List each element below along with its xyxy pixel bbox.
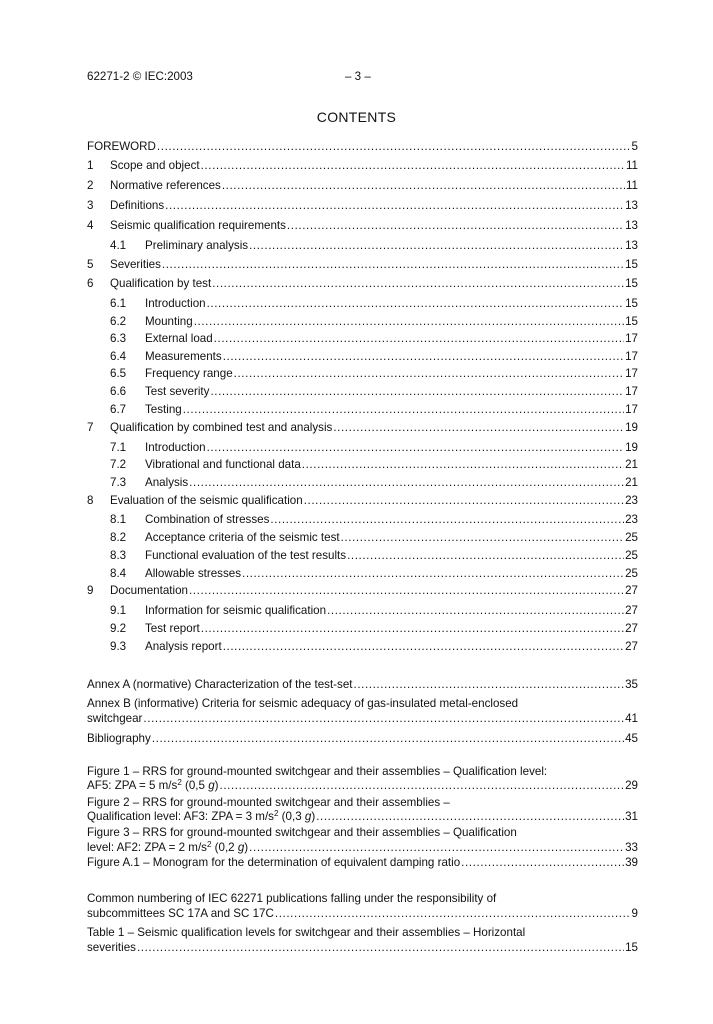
toc-entry-table-common[interactable]: subcommittees SC 17A and SC 17C ..... 9: [87, 906, 638, 922]
dot-leader: [249, 840, 624, 856]
dot-leader: [183, 402, 624, 418]
section-title: Measurements: [145, 350, 222, 363]
page-ref: 17: [625, 332, 638, 345]
toc-entry[interactable]: [87, 314, 638, 330]
section-number: 6: [87, 277, 94, 290]
page-ref: 27: [625, 604, 638, 617]
toc-entry[interactable]: [87, 603, 638, 619]
toc-entry-bibliography[interactable]: Bibliography ..... 45: [87, 731, 638, 747]
section-title: Evaluation of the seismic qualification: [110, 494, 303, 507]
dot-leader: [220, 778, 625, 794]
section-number: 7: [87, 421, 94, 434]
toc-entry[interactable]: [87, 402, 638, 418]
dot-leader: [194, 314, 624, 330]
section-number: 9: [87, 584, 94, 597]
page-ref: 17: [625, 367, 638, 380]
toc-entry[interactable]: [87, 530, 638, 546]
section-number: 8: [87, 494, 94, 507]
dot-leader: [461, 855, 624, 871]
page-ref: 13: [625, 239, 638, 252]
dot-leader: [210, 384, 624, 400]
page-ref: 35: [625, 678, 638, 691]
toc-entry[interactable]: [87, 366, 638, 382]
dot-leader: [275, 906, 631, 922]
section-number: 6.1: [110, 297, 127, 310]
toc-entry-figure-1[interactable]: AF5: ZPA = 5 $m/s^2$ (0,5 g) ..... 29: [87, 778, 638, 794]
section-title: Vibrational and functional data: [145, 458, 301, 471]
section-number: 7.3: [110, 476, 127, 489]
dot-leader: [214, 331, 624, 347]
toc-entry[interactable]: [87, 158, 638, 174]
toc-entry-figure-3[interactable]: level: AF2: ZPA = 2 $m/s^2$ (0,2 g) ..... 33: [87, 840, 638, 856]
toc-entry-annex-a[interactable]: Annex A (normative) Characterization of the test-set ..... 35: [87, 677, 638, 693]
section-title: Test severity: [145, 385, 210, 398]
toc-entry[interactable]: [87, 512, 638, 528]
page-ref: 17: [625, 403, 638, 416]
page-ref: 23: [625, 513, 638, 526]
section-title: Scope and object: [110, 159, 200, 172]
page-ref: 45: [625, 732, 638, 745]
page-ref: 27: [625, 640, 638, 653]
section-number: 9.3: [110, 640, 127, 653]
section-number: 8.3: [110, 549, 127, 562]
page-ref: 25: [625, 549, 638, 562]
dot-leader: [333, 420, 624, 436]
section-title: Introduction: [145, 297, 206, 310]
dot-leader: [316, 809, 624, 825]
page-ref: 21: [625, 476, 638, 489]
section-number: 3: [87, 199, 94, 212]
page-ref: 39: [625, 856, 638, 869]
page-ref: 11: [625, 179, 638, 192]
table-1-line1[interactable]: Table 1 – Seismic qualification levels for switchgear and their assemblies – Horizontal: [87, 926, 526, 939]
toc-entry-annex-b[interactable]: switchgear ..... 41: [87, 711, 638, 727]
dot-leader: [234, 366, 624, 382]
section-number: 2: [87, 179, 94, 192]
toc-entry[interactable]: [87, 349, 638, 365]
dot-leader: [201, 158, 625, 174]
page-ref: 13: [625, 199, 638, 212]
section-number: 9.2: [110, 622, 127, 635]
toc-entry[interactable]: [87, 331, 638, 347]
page-ref: 15: [625, 315, 638, 328]
toc-entry[interactable]: [87, 178, 638, 194]
section-number: 8.4: [110, 567, 127, 580]
toc-entry[interactable]: [87, 296, 638, 312]
section-title: Analysis: [145, 476, 189, 489]
page-ref: 41: [625, 712, 638, 725]
section-title: Qualification by test: [110, 277, 212, 290]
section-title: Qualification by combined test and analysis: [110, 421, 333, 434]
section-title: Functional evaluation of the test results: [145, 549, 347, 562]
toc-entry[interactable]: [87, 198, 638, 214]
toc-entry-figure-2[interactable]: Qualification level: AF3: ZPA = 3 $m/s^2$ (0,3 g) ..... 31: [87, 809, 638, 825]
toc-entry-annex-b-line1[interactable]: Annex B (informative) Criteria for seismic adequacy of gas-insulated metal-enclosed: [87, 697, 519, 710]
dot-leader: [270, 512, 624, 528]
document-reference: 62271-2 © IEC:2003: [87, 70, 193, 83]
section-number: 6.2: [110, 315, 127, 328]
page-ref: 21: [625, 458, 638, 471]
toc-entry[interactable]: [87, 457, 638, 473]
figure-2-line1[interactable]: Figure 2 – RRS for ground-mounted switchgear and their assemblies –: [87, 796, 450, 809]
dot-leader: [189, 475, 624, 491]
toc-entry[interactable]: [87, 139, 638, 155]
page-ref: 29: [625, 779, 638, 792]
toc-entry[interactable]: [87, 218, 638, 234]
dot-leader: [327, 603, 624, 619]
toc-entry[interactable]: [87, 238, 638, 254]
section-title: Normative references: [110, 179, 221, 192]
page-ref: 15: [625, 297, 638, 310]
section-number: 1: [87, 159, 94, 172]
page-title: CONTENTS: [316, 109, 397, 125]
dot-leader: [304, 493, 624, 509]
section-number: 6.3: [110, 332, 127, 345]
dot-leader: [157, 139, 631, 155]
section-number: 6.4: [110, 350, 127, 363]
dot-leader: [223, 349, 624, 365]
section-title: Introduction: [145, 441, 206, 454]
dot-leader: [162, 257, 624, 273]
page-ref: 9: [631, 907, 638, 920]
toc-entry[interactable]: [87, 257, 638, 273]
dot-leader: [152, 731, 624, 747]
toc-entry[interactable]: [87, 583, 638, 599]
section-number: 4.1: [110, 239, 127, 252]
page-ref: 15: [625, 277, 638, 290]
section-number: 7.2: [110, 458, 127, 471]
section-title: Definitions: [110, 199, 165, 212]
dot-leader: [302, 457, 624, 473]
section-title: Mounting: [145, 315, 193, 328]
section-title: Acceptance criteria of the seismic test: [145, 531, 340, 544]
toc-entry[interactable]: [87, 440, 638, 456]
dot-leader: [347, 548, 624, 564]
section-number: 8.2: [110, 531, 127, 544]
section-number: 5: [87, 258, 94, 271]
toc-entry[interactable]: [87, 548, 638, 564]
page-ref: 27: [625, 622, 638, 635]
section-title: Information for seismic qualification: [145, 604, 327, 617]
section-title: Frequency range: [145, 367, 233, 380]
page-ref: 27: [625, 584, 638, 597]
section-number: 9.1: [110, 604, 127, 617]
section-number: 7.1: [110, 441, 127, 454]
section-title: Combination of stresses: [145, 513, 270, 526]
dot-leader: [354, 677, 625, 693]
dot-leader: [143, 711, 624, 727]
page-number: – 3 –: [345, 70, 371, 83]
page-ref: 5: [631, 140, 638, 153]
section-number: 6.6: [110, 385, 127, 398]
dot-leader: [223, 639, 624, 655]
section-title: External load: [145, 332, 213, 345]
toc-entry[interactable]: [87, 621, 638, 637]
section-title: FOREWORD: [87, 140, 156, 153]
page-ref: 23: [625, 494, 638, 507]
page-header: [87, 70, 627, 86]
section-number: 4: [87, 219, 94, 232]
dot-leader: [201, 621, 624, 637]
dot-leader: [207, 440, 625, 456]
section-title: Testing: [145, 403, 182, 416]
section-title: Allowable stresses: [145, 567, 242, 580]
dot-leader: [341, 530, 624, 546]
section-title: Documentation: [110, 584, 188, 597]
toc-entry[interactable]: [87, 639, 638, 655]
page-ref: 17: [625, 350, 638, 363]
toc-entry[interactable]: [87, 420, 638, 436]
dot-leader: [212, 276, 624, 292]
table-common-line1[interactable]: Common numbering of IEC 62271 publications falling under the responsibility of: [87, 892, 497, 905]
toc-entry-figure-a1[interactable]: Figure A.1 – Monogram for the determination of equivalent damping ratio ..... 39: [87, 855, 638, 871]
section-title: Analysis report: [145, 640, 222, 653]
page-ref: 33: [625, 841, 638, 854]
dot-leader: [165, 198, 624, 214]
dot-leader: [222, 178, 625, 194]
dot-leader: [249, 238, 624, 254]
section-number: 6.5: [110, 367, 127, 380]
section-title: Severities: [110, 258, 161, 271]
toc-entry[interactable]: [87, 493, 638, 509]
page-ref: 19: [625, 421, 638, 434]
section-title: Test report: [145, 622, 200, 635]
page-ref: 31: [625, 810, 638, 823]
dot-leader: [189, 583, 624, 599]
section-number: 8.1: [110, 513, 127, 526]
section-title: Seismic qualification requirements: [110, 219, 286, 232]
page-ref: 25: [625, 567, 638, 580]
dot-leader: [207, 296, 625, 312]
section-number: 6.7: [110, 403, 127, 416]
page-ref: 15: [625, 258, 638, 271]
toc-entry[interactable]: [87, 566, 638, 582]
page-ref: 15: [625, 941, 638, 954]
toc-entry[interactable]: [87, 384, 638, 400]
page-ref: 19: [625, 441, 638, 454]
page-ref: 11: [625, 159, 638, 172]
page-ref: 17: [625, 385, 638, 398]
figure-1-line1[interactable]: Figure 1 – RRS for ground-mounted switchgear and their assemblies – Qualification level:: [87, 765, 548, 778]
toc-entry[interactable]: [87, 475, 638, 491]
dot-leader: [137, 940, 624, 956]
toc-entry-table-1[interactable]: severities ..... 15: [87, 940, 638, 956]
page-ref: 25: [625, 531, 638, 544]
toc-entry[interactable]: [87, 276, 638, 292]
section-title: Preliminary analysis: [145, 239, 249, 252]
page-ref: 13: [625, 219, 638, 232]
dot-leader: [242, 566, 624, 582]
dot-leader: [287, 218, 624, 234]
figure-3-line1[interactable]: Figure 3 – RRS for ground-mounted switchgear and their assemblies – Qualification: [87, 826, 517, 839]
